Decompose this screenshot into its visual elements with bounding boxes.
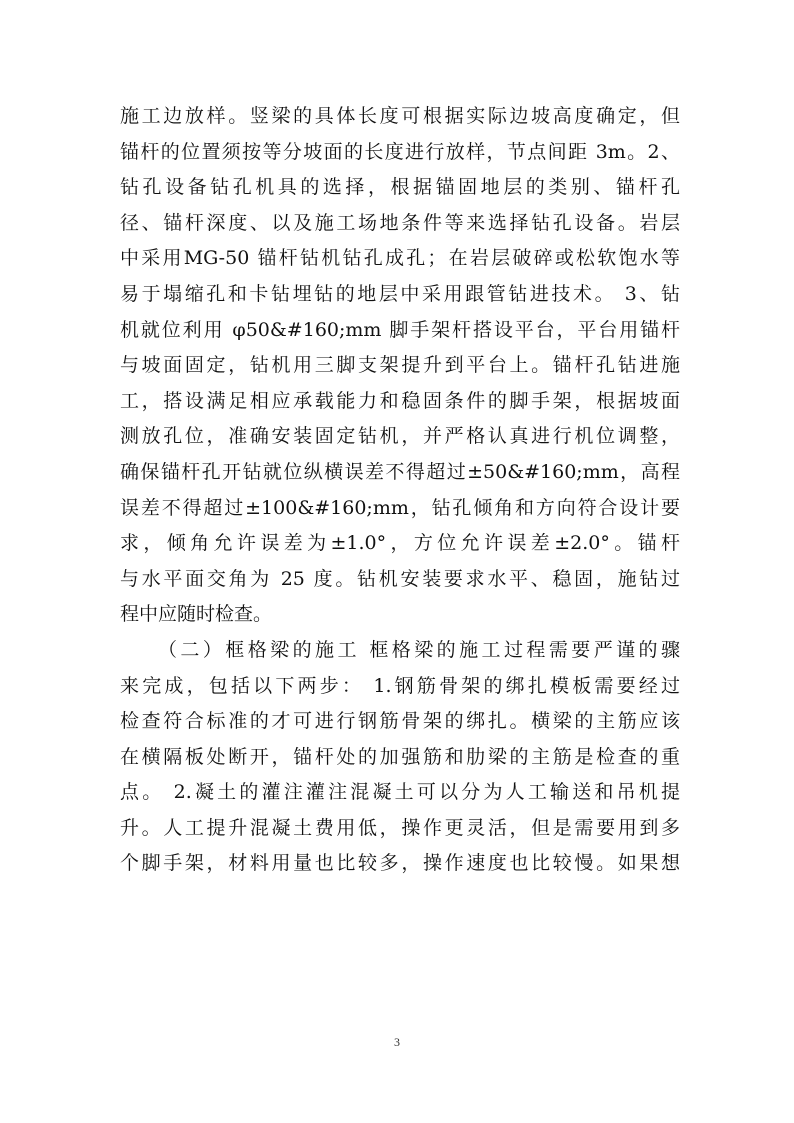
text-line: 锚杆的位置须按等分坡面的长度进行放样，节点间距 3m。2、 bbox=[120, 140, 680, 163]
text-line: 检查符合标准的才可进行钢筋骨架的绑扎。横梁的主筋应该 bbox=[120, 710, 680, 733]
text-line: 机就位利用 φ50&#160;mm 脚手架杆搭设平台，平台用锚杆 bbox=[120, 318, 680, 341]
text-line: 径、锚杆深度、以及施工场地条件等来选择钻孔设备。岩层 bbox=[120, 211, 680, 234]
text-line: 工，搭设满足相应承载能力和稳固条件的脚手架，根据坡面 bbox=[120, 389, 680, 412]
text-line: 测放孔位，准确安装固定钻机，并严格认真进行机位调整， bbox=[120, 425, 680, 448]
text-line: 来完成，包括以下两步： 1.钢筋骨架的绑扎模板需要经过 bbox=[120, 674, 680, 697]
text-line: 求，倾角允许误差为±1.0°，方位允许误差±2.0°。锚杆 bbox=[120, 532, 680, 555]
text-line: 中采用MG-50 锚杆钻机钻孔成孔；在岩层破碎或松软饱水等 bbox=[120, 247, 680, 270]
paragraph-frame-beam bbox=[120, 633, 680, 882]
text-line: 确保锚杆孔开钻就位纵横误差不得超过±50&#160;mm，高程 bbox=[120, 460, 680, 483]
text-line: 施工边放样。竖梁的具体长度可根据实际边坡高度确定，但 bbox=[120, 105, 680, 127]
text-line: 误差不得超过±100&#160;mm，钻孔倾角和方向符合设计要 bbox=[120, 496, 680, 519]
page-number: 3 bbox=[394, 1035, 400, 1049]
text-line: 易于塌缩孔和卡钻埋钻的地层中采用跟管钻进技术。 3、钻 bbox=[120, 282, 680, 305]
text-line: 个脚手架，材料用量也比较多，操作速度也比较慢。如果想 bbox=[120, 852, 680, 875]
text-line: 在横隔板处断开，锚杆处的加强筋和肋梁的主筋是检查的重 bbox=[120, 745, 680, 768]
paragraph-anchor-drilling bbox=[120, 99, 680, 633]
text-line: 钻孔设备钻孔机具的选择，根据锚固地层的类别、锚杆孔 bbox=[120, 176, 680, 199]
text-line: 程中应随时检查。 bbox=[120, 603, 273, 626]
body-text bbox=[120, 99, 680, 882]
text-line: 升。人工提升混凝土费用低，操作更灵活，但是需要用到多 bbox=[120, 816, 680, 839]
text-line: 点。 2.凝土的灌注灌注混凝土可以分为人工输送和吊机提 bbox=[120, 781, 680, 804]
text-line: （二）框格梁的施工 框格梁的施工过程需要严谨的骤 bbox=[158, 638, 680, 661]
text-line: 与坡面固定，钻机用三脚支架提升到平台上。锚杆孔钻进施 bbox=[120, 354, 680, 377]
text-line: 与水平面交角为 25 度。钻机安装要求水平、稳固，施钻过 bbox=[120, 567, 680, 590]
